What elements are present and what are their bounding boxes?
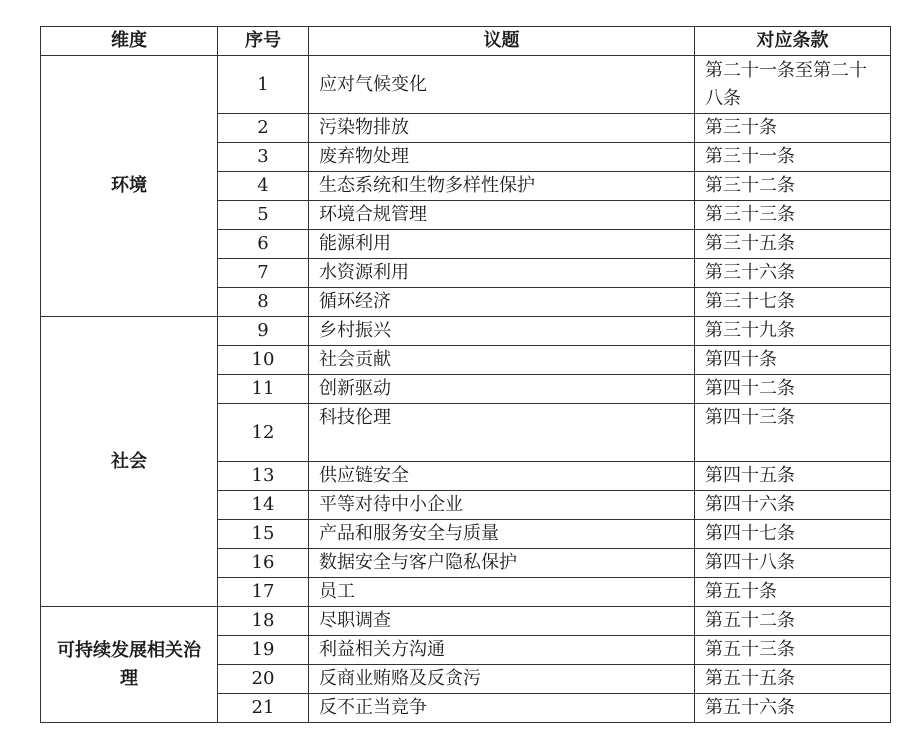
row-number: 20 (218, 665, 309, 694)
row-article: 第三十三条 (695, 201, 891, 230)
row-number: 21 (218, 694, 309, 723)
header-topic: 议题 (309, 27, 695, 56)
row-number: 12 (218, 404, 309, 462)
row-topic: 平等对待中小企业 (309, 491, 695, 520)
row-article: 第四十五条 (695, 462, 891, 491)
row-article: 第五十三条 (695, 636, 891, 665)
row-number: 17 (218, 578, 309, 607)
row-topic: 利益相关方沟通 (309, 636, 695, 665)
row-topic: 应对气候变化 (309, 56, 695, 114)
row-number: 19 (218, 636, 309, 665)
row-article: 第二十一条至第二十八条 (695, 56, 891, 114)
row-number: 7 (218, 259, 309, 288)
header-dimension: 维度 (41, 27, 218, 56)
row-number: 8 (218, 288, 309, 317)
row-number: 2 (218, 114, 309, 143)
row-number: 1 (218, 56, 309, 114)
row-article: 第五十条 (695, 578, 891, 607)
row-number: 10 (218, 346, 309, 375)
group-governance: 可持续发展相关治理 (41, 607, 218, 723)
table-row (41, 317, 891, 346)
row-number: 14 (218, 491, 309, 520)
row-article: 第五十六条 (695, 694, 891, 723)
row-topic: 供应链安全 (309, 462, 695, 491)
row-number: 6 (218, 230, 309, 259)
table-row (41, 56, 891, 114)
header-number: 序号 (218, 27, 309, 56)
esg-topics-table (40, 26, 891, 723)
row-article: 第四十三条 (695, 404, 891, 462)
row-article: 第三十六条 (695, 259, 891, 288)
row-topic: 数据安全与客户隐私保护 (309, 549, 695, 578)
row-topic: 能源利用 (309, 230, 695, 259)
row-topic: 科技伦理 (309, 404, 695, 462)
row-article: 第四十六条 (695, 491, 891, 520)
row-topic: 生态系统和生物多样性保护 (309, 172, 695, 201)
row-topic: 水资源利用 (309, 259, 695, 288)
row-article: 第五十五条 (695, 665, 891, 694)
row-article: 第三十条 (695, 114, 891, 143)
row-number: 4 (218, 172, 309, 201)
row-number: 3 (218, 143, 309, 172)
row-topic: 员工 (309, 578, 695, 607)
header-article: 对应条款 (695, 27, 891, 56)
row-topic: 环境合规管理 (309, 201, 695, 230)
row-article: 第四十条 (695, 346, 891, 375)
row-topic: 废弃物处理 (309, 143, 695, 172)
group-society: 社会 (41, 317, 218, 607)
row-topic: 反不正当竞争 (309, 694, 695, 723)
row-number: 15 (218, 520, 309, 549)
row-topic: 社会贡献 (309, 346, 695, 375)
table-row (41, 607, 891, 636)
row-number: 18 (218, 607, 309, 636)
row-article: 第五十二条 (695, 607, 891, 636)
row-article: 第三十九条 (695, 317, 891, 346)
row-article: 第三十一条 (695, 143, 891, 172)
row-topic: 乡村振兴 (309, 317, 695, 346)
group-environment: 环境 (41, 56, 218, 317)
row-topic: 尽职调查 (309, 607, 695, 636)
row-article: 第四十七条 (695, 520, 891, 549)
header-row (41, 27, 891, 56)
row-topic: 产品和服务安全与质量 (309, 520, 695, 549)
row-article: 第三十二条 (695, 172, 891, 201)
row-article: 第三十五条 (695, 230, 891, 259)
row-article: 第四十二条 (695, 375, 891, 404)
row-article: 第四十八条 (695, 549, 891, 578)
row-topic: 循环经济 (309, 288, 695, 317)
row-topic: 污染物排放 (309, 114, 695, 143)
row-article: 第三十七条 (695, 288, 891, 317)
row-number: 9 (218, 317, 309, 346)
row-number: 13 (218, 462, 309, 491)
row-topic: 反商业贿赂及反贪污 (309, 665, 695, 694)
row-number: 5 (218, 201, 309, 230)
row-number: 11 (218, 375, 309, 404)
row-number: 16 (218, 549, 309, 578)
row-topic: 创新驱动 (309, 375, 695, 404)
